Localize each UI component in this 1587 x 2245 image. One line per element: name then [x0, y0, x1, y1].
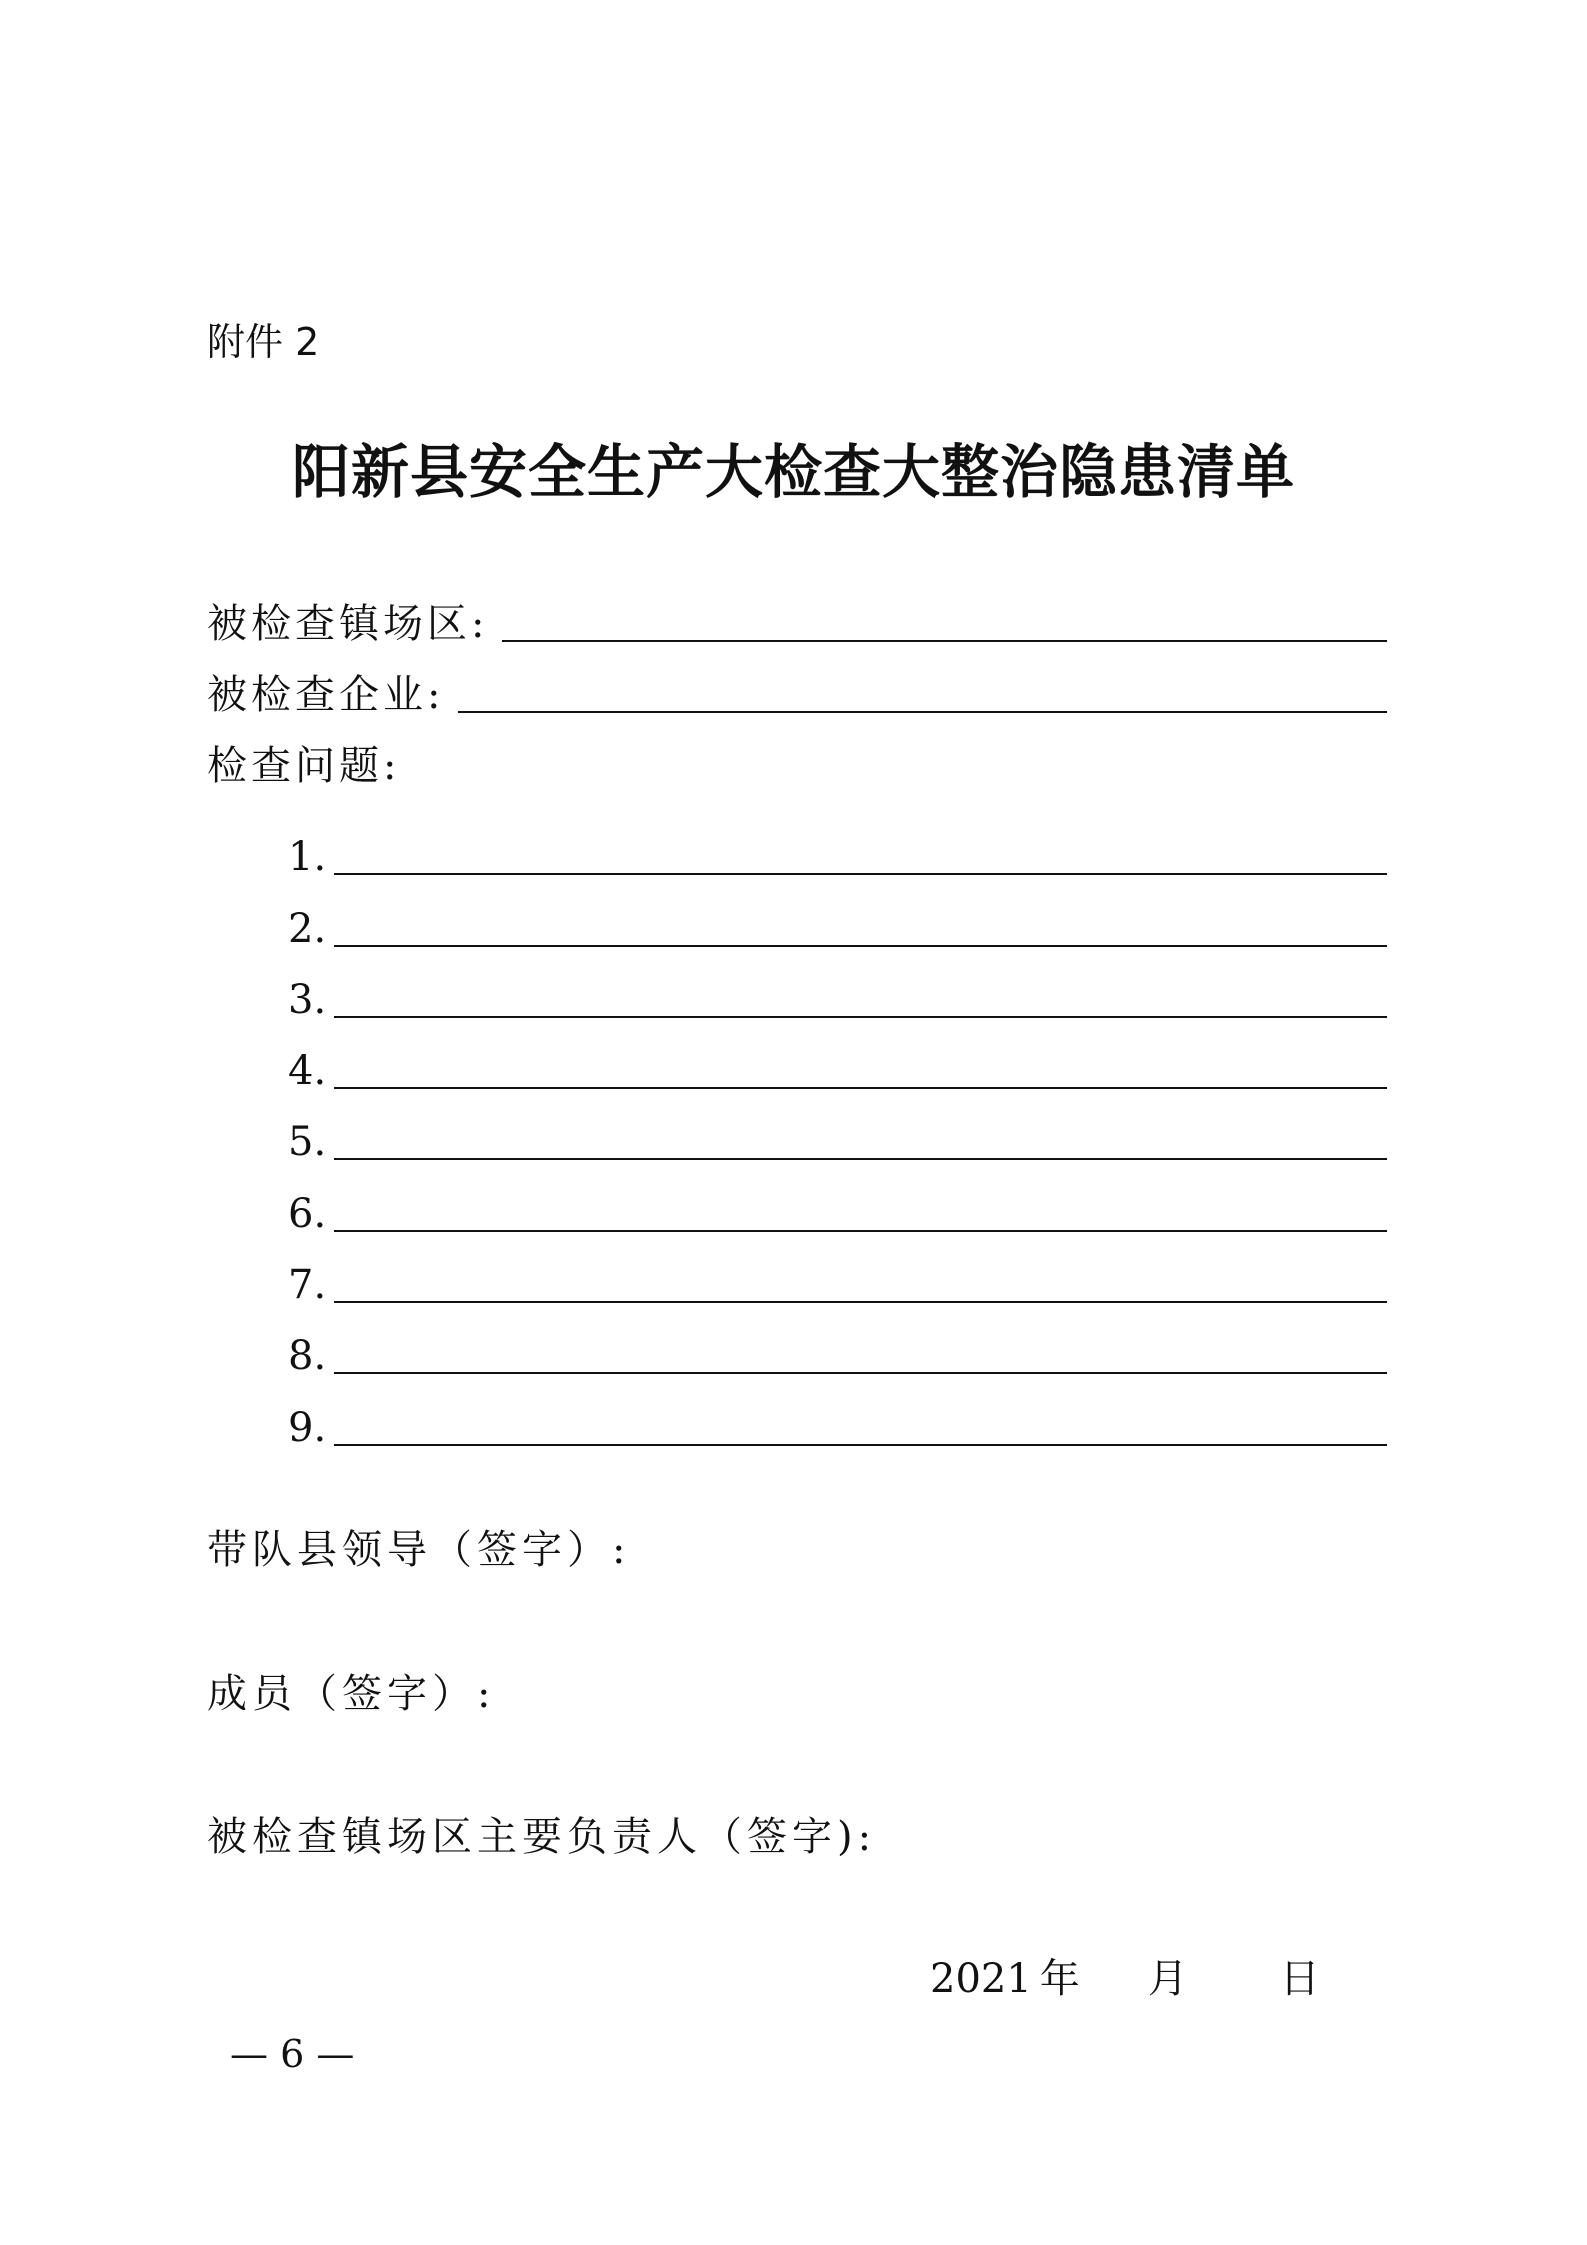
- inspected-town-label: 被检查镇场区:: [207, 601, 489, 647]
- inspected-company-blank[interactable]: [458, 703, 1387, 713]
- issue-number: 7.: [288, 1262, 327, 1309]
- list-item: [288, 1311, 1387, 1382]
- issue-blank[interactable]: [334, 1087, 1387, 1089]
- inspected-town-blank[interactable]: [502, 632, 1387, 642]
- issue-blank[interactable]: [334, 873, 1387, 875]
- issue-number: 2.: [288, 905, 327, 952]
- signature-date: [930, 1953, 1320, 2005]
- issue-blank[interactable]: [334, 1230, 1387, 1232]
- date-year: 2021: [930, 1956, 1032, 2002]
- list-item: [288, 1097, 1387, 1168]
- issue-blank[interactable]: [334, 945, 1387, 947]
- issue-number: 3.: [288, 976, 327, 1023]
- issue-blank[interactable]: [334, 1301, 1387, 1303]
- issue-blank[interactable]: [334, 1372, 1387, 1374]
- list-item: [288, 955, 1387, 1026]
- list-item: [288, 1168, 1387, 1239]
- issue-number: 5.: [288, 1119, 327, 1166]
- issue-blank[interactable]: [334, 1444, 1387, 1446]
- document-title: 阳新县安全生产大检查大整治隐患清单: [291, 438, 1295, 506]
- issue-number: 9.: [288, 1404, 327, 1451]
- town-head-signature: 被检查镇场区主要负责人（签字):: [207, 1814, 877, 1860]
- list-item: [288, 1382, 1387, 1453]
- inspected-company-field: [207, 661, 1387, 721]
- issues-label: 检查问题:: [207, 743, 401, 789]
- issue-number: 6.: [288, 1190, 327, 1237]
- issue-number: 4.: [288, 1048, 327, 1095]
- county-leader-signature: 带队县领导（签字）:: [207, 1527, 631, 1573]
- inspected-town-field: [207, 590, 1387, 650]
- list-item: [288, 1240, 1387, 1311]
- issue-blank[interactable]: [334, 1016, 1387, 1018]
- list-item: [288, 1026, 1387, 1097]
- date-day-unit: 日: [1279, 1956, 1320, 2002]
- attachment-label: 附件 2: [207, 320, 320, 364]
- members-signature: 成员（签字）:: [207, 1671, 496, 1717]
- list-item: [288, 812, 1387, 883]
- list-item: [288, 883, 1387, 954]
- issues-list: [288, 812, 1387, 1454]
- issue-blank[interactable]: [334, 1158, 1387, 1160]
- date-month-unit: 月: [1147, 1956, 1188, 2002]
- issue-number: 8.: [288, 1333, 327, 1380]
- inspected-company-label: 被检查企业:: [207, 672, 445, 718]
- page-number: — 6 —: [230, 2032, 355, 2076]
- issue-number: 1.: [288, 834, 327, 881]
- date-year-unit: 年: [1039, 1956, 1080, 2002]
